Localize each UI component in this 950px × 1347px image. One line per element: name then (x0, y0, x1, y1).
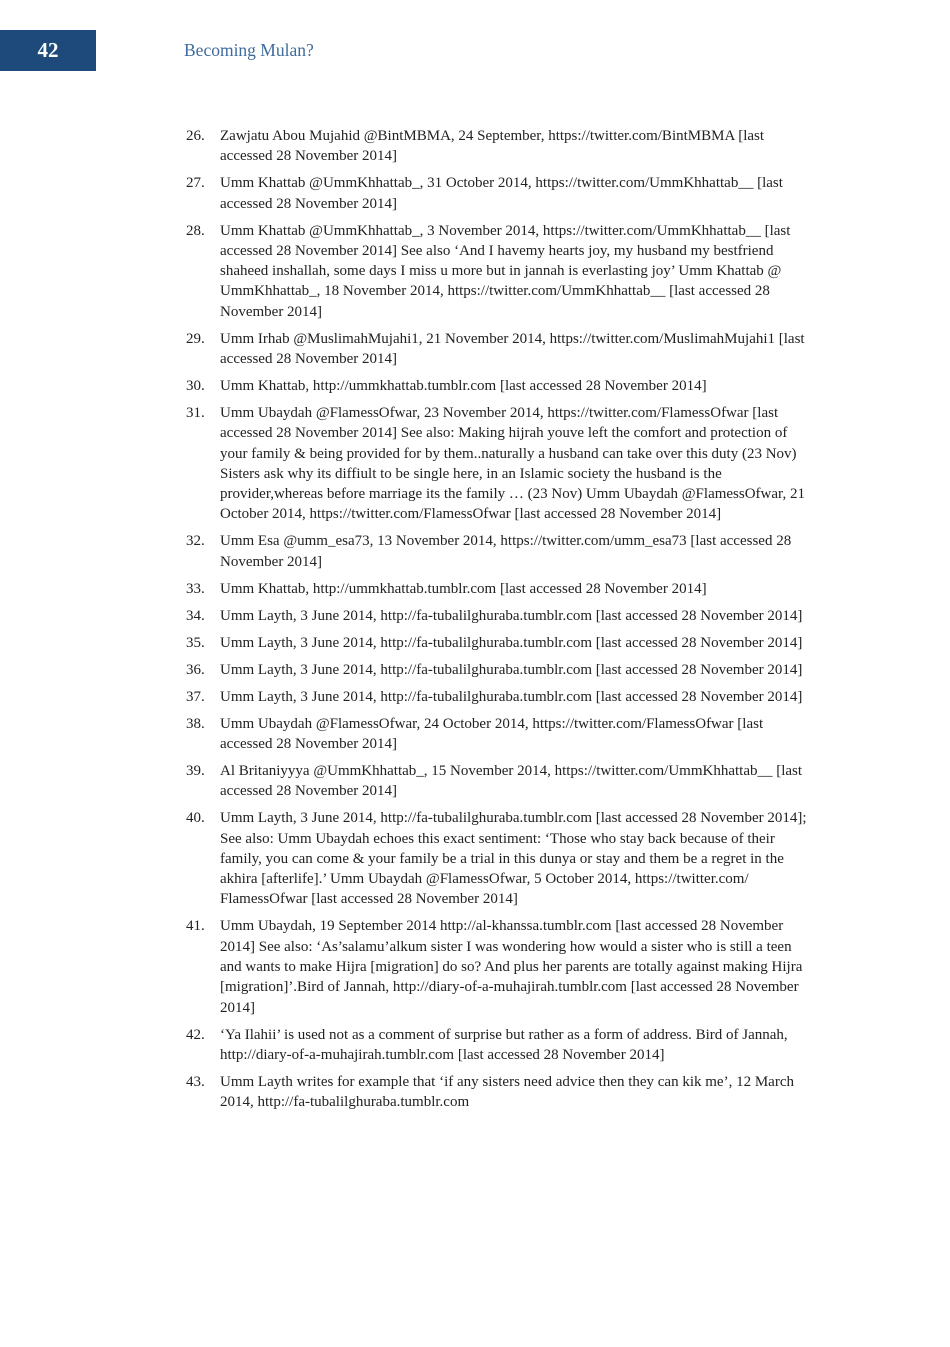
endnote-item (186, 221, 818, 322)
endnote-text: Umm Layth, 3 June 2014, http://fa-tubalilghuraba.tumblr.com [last accessed 28 November 2014] (220, 634, 803, 651)
endnote-item (186, 714, 818, 755)
endnote-number: 43. (186, 1073, 205, 1090)
endnote-item (186, 173, 818, 214)
endnote-item (186, 329, 818, 370)
endnote-number: 27. (186, 175, 205, 192)
endnote-number: 30. (186, 378, 205, 395)
endnote-text: Umm Ubaydah @FlamessOfwar, 24 October 2014, https://twitter.com/FlamessOfwar [last accessed 28 November 2014] (220, 715, 764, 752)
endnote-text: Umm Khattab @UmmKhhattab_, 31 October 2014, https://twitter.com/UmmKhhattab__ [last accessed 28 November 2014] (220, 175, 783, 212)
endnote-item (186, 403, 818, 525)
endnote-number: 35. (186, 634, 205, 651)
endnote-item (186, 1025, 818, 1066)
endnote-text: Umm Layth, 3 June 2014, http://fa-tubalilghuraba.tumblr.com [last accessed 28 November 2014] (220, 688, 803, 705)
endnote-item (186, 579, 818, 599)
endnote-text: Umm Layth writes for example that ‘if any sisters need advice then they can kik me’, 12 March 2014, http://fa-tubalilghuraba.tumblr.com (220, 1073, 794, 1111)
endnote-number: 28. (186, 222, 205, 239)
endnote-text: Umm Layth, 3 June 2014, http://fa-tubalilghuraba.tumblr.com [last accessed 28 November 2014] (220, 661, 803, 678)
endnote-number: 38. (186, 715, 205, 732)
endnote-number: 39. (186, 762, 205, 779)
endnote-item (186, 761, 818, 802)
endnote-number: 37. (186, 688, 205, 705)
endnote-item (186, 687, 818, 707)
endnote-number: 33. (186, 580, 205, 597)
endnote-text: ‘Ya Ilahii’ is used not as a comment of surprise but rather as a form of address. Bird of Jannah, http://diary-of-a-muhajirah.tumblr.com [last accessed 28 November 2014] (220, 1026, 788, 1063)
endnote-text: Umm Khattab, http://ummkhattab.tumblr.com [last accessed 28 November 2014] (220, 378, 707, 395)
endnote-item (186, 531, 818, 572)
endnote-item (186, 376, 818, 396)
page-number: 42 (37, 38, 59, 62)
endnote-text: Umm Ubaydah, 19 September 2014 http://al-khanssa.tumblr.com [last accessed 28 November 2014] See also: ‘As’salamu’alkum sister I was wondering how would a sister who is still a teen and wants to make Hijra [migration] do so? And plus her parents are totally against making Hijra [migration]’.Bird of Jannah, http://diary-of-a-muhajirah.tumblr.com [last accessed 28 November 2014] (220, 918, 803, 1016)
endnote-text: Umm Khattab, http://ummkhattab.tumblr.com [last accessed 28 November 2014] (220, 580, 707, 597)
endnotes-list (186, 126, 818, 1119)
endnote-number: 29. (186, 330, 205, 347)
endnote-text: Umm Irhab @MuslimahMujahi1, 21 November 2014, https://twitter.com/MuslimahMujahi1 [last accessed 28 November 2014] (220, 330, 805, 368)
endnote-text: Umm Layth, 3 June 2014, http://fa-tubalilghuraba.tumblr.com [last accessed 28 November 2014]; See also: Umm Ubaydah echoes this exact sentiment: ‘Those who stay back because of their family, you can come & your family be a trial in this dunya or stay and them be a regret in the akhira [afterlife].’ Umm Ubaydah @FlamessOfwar, 5 October 2014, https://twitter.com/ FlamessOfwar [last accessed 28 November 2014] (220, 810, 807, 908)
endnote-text: Umm Esa @umm_esa73, 13 November 2014, https://twitter.com/umm_esa73 [last accessed 28 November 2014] (220, 533, 792, 570)
endnote-text: Al Britaniyyya @UmmKhhattab_, 15 November 2014, https://twitter.com/UmmKhhattab__ [last accessed 28 November 2014] (220, 762, 803, 800)
endnote-number: 36. (186, 661, 205, 678)
endnote-item (186, 660, 818, 680)
endnote-item (186, 606, 818, 626)
endnote-item (186, 1072, 818, 1113)
endnote-number: 41. (186, 918, 205, 935)
endnote-item (186, 916, 818, 1017)
endnote-number: 40. (186, 810, 205, 827)
endnote-item (186, 126, 818, 167)
endnote-item (186, 808, 818, 909)
endnote-number: 26. (186, 128, 205, 144)
endnote-text: Umm Ubaydah @FlamessOfwar, 23 November 2014, https://twitter.com/FlamessOfwar [last accessed 28 November 2014] See also: Making hijrah youve left the comfort and protection of your family & being provided for by them..naturally a husband can take over this duty (23 Nov) Sisters ask why its diffiult to be single here, in an Islamic society the husband is the provider,whereas before marriage its the family … (23 Nov) Umm Ubaydah @FlamessOfwar, 21 October 2014, https://twitter.com/FlamessOfwar [last accessed 28 November 2014] (220, 405, 805, 523)
endnote-item (186, 633, 818, 653)
endnote-number: 34. (186, 607, 205, 624)
endnote-number: 42. (186, 1026, 205, 1043)
endnote-number: 32. (186, 533, 205, 550)
endnote-text: Umm Layth, 3 June 2014, http://fa-tubalilghuraba.tumblr.com [last accessed 28 November 2014] (220, 607, 803, 624)
endnote-text: Umm Khattab @UmmKhhattab_, 3 November 2014, https://twitter.com/UmmKhhattab__ [last accessed 28 November 2014] See also ‘And I havemy hearts joy, my husband my bestfriend shaheed inshallah, some days I miss u more but in jannah is everlasting joy’ Umm Khattab @ UmmKhhattab_, 18 November 2014, https://twitter.com/UmmKhhattab__ [last accessed 28 November 2014] (220, 222, 791, 320)
endnote-number: 31. (186, 405, 205, 421)
endnote-text: Zawjatu Abou Mujahid @BintMBMA, 24 September, https://twitter.com/BintMBMA [last accessed 28 November 2014] (220, 128, 765, 165)
page-number-box (0, 30, 96, 71)
running-title: Becoming Mulan? (184, 40, 314, 60)
